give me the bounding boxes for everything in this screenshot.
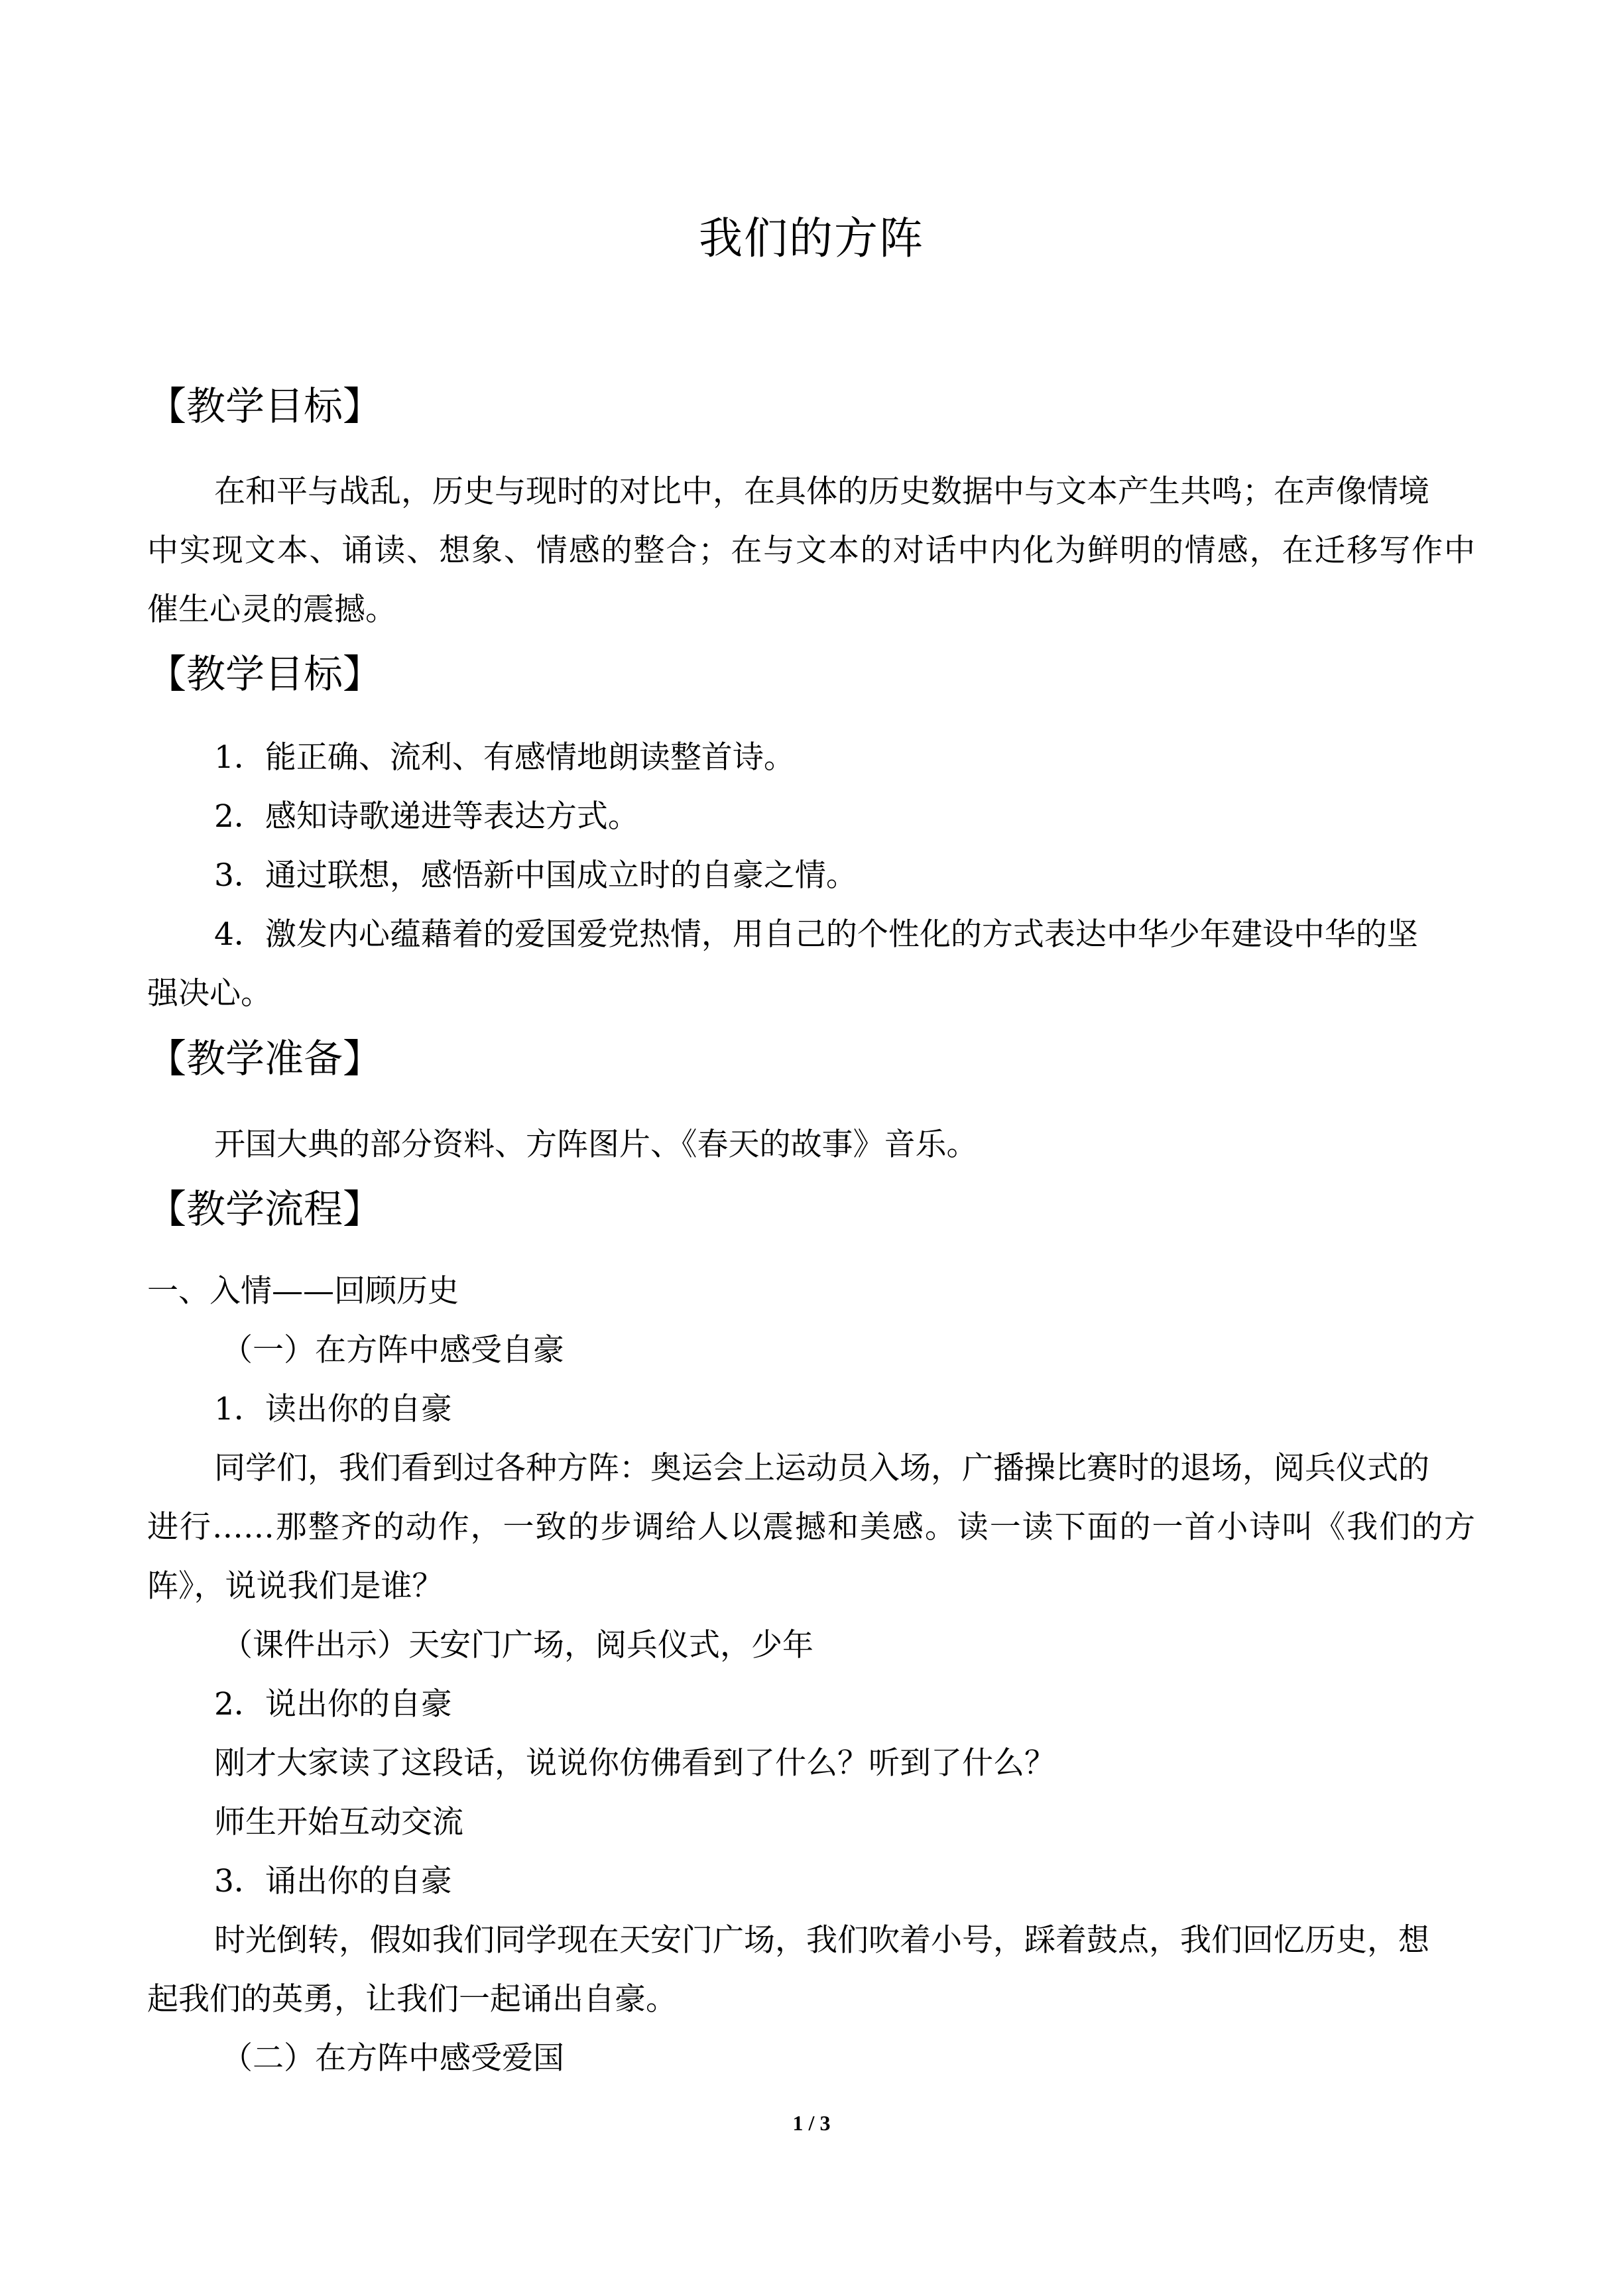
- process-line: （一）在方阵中感受自豪: [221, 1332, 564, 1368]
- objective-item: 4．激发内心蕴藉着的爱国爱党热情，用自己的个性化的方式表达中华少年建设中华的坚: [214, 916, 1418, 953]
- process-line: 3．诵出你的自豪: [214, 1863, 452, 1900]
- section-heading-objectives-list: 【教学目标】: [147, 651, 383, 697]
- section-heading-objectives: 【教学目标】: [147, 383, 383, 429]
- process-line: 刚才大家读了这段话，说说你仿佛看到了什么？听到了什么？: [214, 1745, 1055, 1782]
- objective-item: 3．通过联想，感悟新中国成立时的自豪之情。: [214, 857, 857, 894]
- process-line: （二）在方阵中感受爱国: [221, 2040, 564, 2077]
- process-line: （课件出示）天安门广场，阅兵仪式，少年: [221, 1627, 813, 1663]
- document-title: 我们的方阵: [699, 213, 924, 264]
- objective-item: 2．感知诗歌递进等表达方式。: [214, 798, 639, 835]
- objective-item: 1．能正确、流利、有感情地朗读整首诗。: [214, 739, 795, 776]
- objectives-paragraph-line: 在和平与战乱，历史与现时的对比中，在具体的历史数据中与文本产生共鸣；在声像情境: [214, 473, 1429, 510]
- process-line: 1．读出你的自豪: [214, 1391, 452, 1427]
- objectives-paragraph-line: 中实现文本、诵读、想象、情感的整合；在与文本的对话中内化为鲜明的情感，在迁移写作中: [147, 532, 1475, 569]
- process-line: 同学们，我们看到过各种方阵：奥运会上运动员入场，广播操比赛时的退场，阅兵仪式的: [214, 1450, 1429, 1486]
- process-line: 进行……那整齐的动作，一致的步调给人以震撼和美感。读一读下面的一首小诗叫《我们的方: [147, 1509, 1475, 1545]
- process-line: 阵》，说说我们是谁？: [147, 1568, 444, 1604]
- section-heading-preparation: 【教学准备】: [147, 1036, 383, 1081]
- process-line: 一、入情——回顾历史: [147, 1273, 459, 1309]
- process-line: 起我们的英勇，让我们一起诵出自豪。: [147, 1981, 677, 2018]
- objective-item-continuation: 强决心。: [147, 975, 272, 1012]
- page-number: 1 / 3: [792, 2111, 831, 2135]
- process-line: 时光倒转，假如我们同学现在天安门广场，我们吹着小号，踩着鼓点，我们回忆历史，想: [214, 1922, 1429, 1959]
- section-heading-process: 【教学流程】: [147, 1186, 383, 1232]
- objectives-paragraph-line: 催生心灵的震撼。: [147, 591, 396, 628]
- process-line: 2．说出你的自豪: [214, 1686, 452, 1722]
- process-line: 师生开始互动交流: [214, 1804, 463, 1841]
- preparation-text: 开国大典的部分资料、方阵图片、《春天的故事》音乐。: [214, 1126, 978, 1163]
